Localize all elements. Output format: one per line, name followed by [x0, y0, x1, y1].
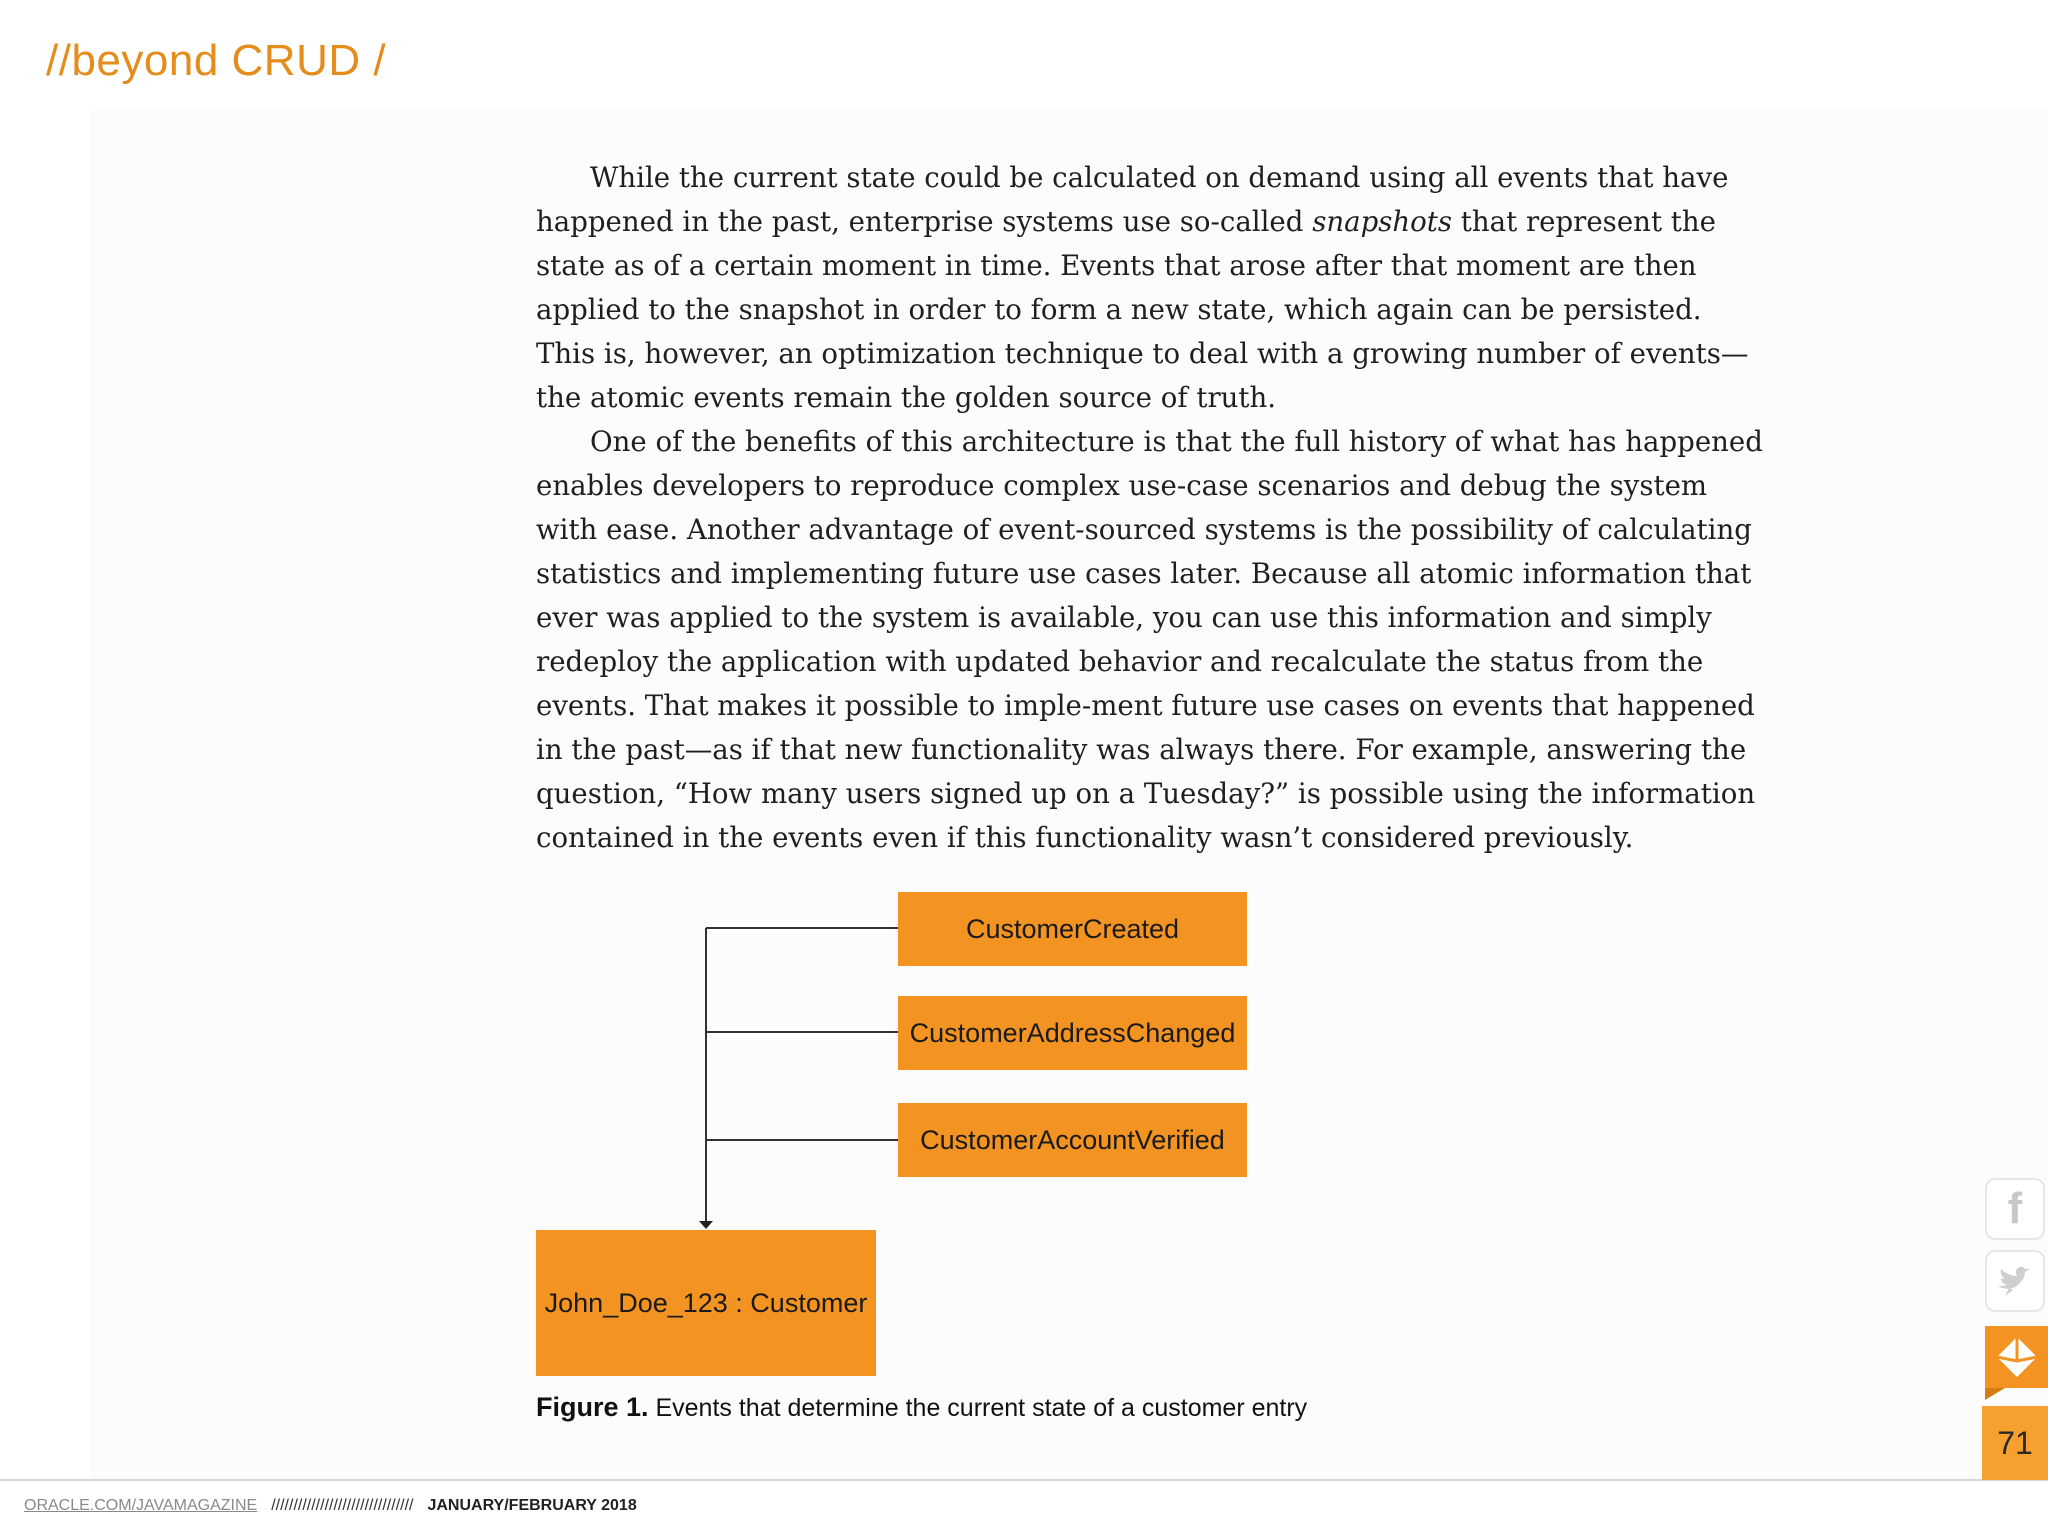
event-box-account-verified: CustomerAccountVerified [898, 1103, 1247, 1177]
paragraph-1 [536, 156, 1766, 420]
figure-caption-text: Events that determine the current state of a customer entry [648, 1394, 1308, 1422]
event-box-created: CustomerCreated [898, 892, 1247, 966]
email-icon [1995, 1335, 2039, 1379]
paragraph-2: One of the benefits of this architecture is that the full history of what has happened enables developers to reproduce complex use-case scenarios and debug the system with ease. Another advantage of event-sourced systems is the possibility of calculating statistics and implementing future use cases later. Because all atomic information that ever was applied to the system is available, you can use this information and simply redeploy the application with updated behavior and recalculate the status from the events. That makes it possible to imple-ment future use cases on events that happened in the past—as if that new functionality was always there. For example, answering the question, “How many users signed up on a Tuesday?” is possible using the information contained in the events even if this functionality wasn’t considered previously. [536, 425, 1763, 854]
footer-divider [0, 1479, 2048, 1481]
footer-decoration: //////////////////////////////// [271, 1497, 414, 1514]
twitter-bird-icon [1995, 1264, 2035, 1298]
footer-site-link[interactable]: ORACLE.COM/JAVAMAGAZINE [24, 1497, 258, 1514]
page-number: 71 [1982, 1406, 2048, 1480]
footer-issue-date: JANUARY/FEBRUARY 2018 [427, 1497, 637, 1514]
figure-caption [536, 1392, 1307, 1423]
figure-caption-label: Figure 1. [536, 1392, 649, 1422]
event-box-address-changed: CustomerAddressChanged [898, 996, 1247, 1070]
customer-entity-box: John_Doe_123 : Customer [536, 1230, 876, 1376]
section-title: //beyond CRUD / [46, 36, 387, 85]
p1-emphasis: snapshots [1312, 205, 1453, 238]
p1-text-start: While the current state could be calculated on demand using all events that have happened in the past, enterprise systems use so-called [536, 161, 1729, 238]
email-button-tail [1985, 1388, 2005, 1400]
p1-text-end: that represent the state as of a certain moment in time. Events that arose after that moment are then applied to the snapshot in order to form a new state, which again can be persisted. This is, however, an optimization technique to deal with a growing number of events—the atomic events remain the golden source of truth. [536, 205, 1749, 414]
article-body [536, 156, 1766, 860]
facebook-icon: f [2007, 1184, 2023, 1233]
facebook-share-button[interactable] [1985, 1178, 2045, 1240]
twitter-share-button[interactable] [1985, 1250, 2045, 1312]
email-share-button[interactable] [1985, 1326, 2048, 1388]
footer [24, 1494, 637, 1518]
